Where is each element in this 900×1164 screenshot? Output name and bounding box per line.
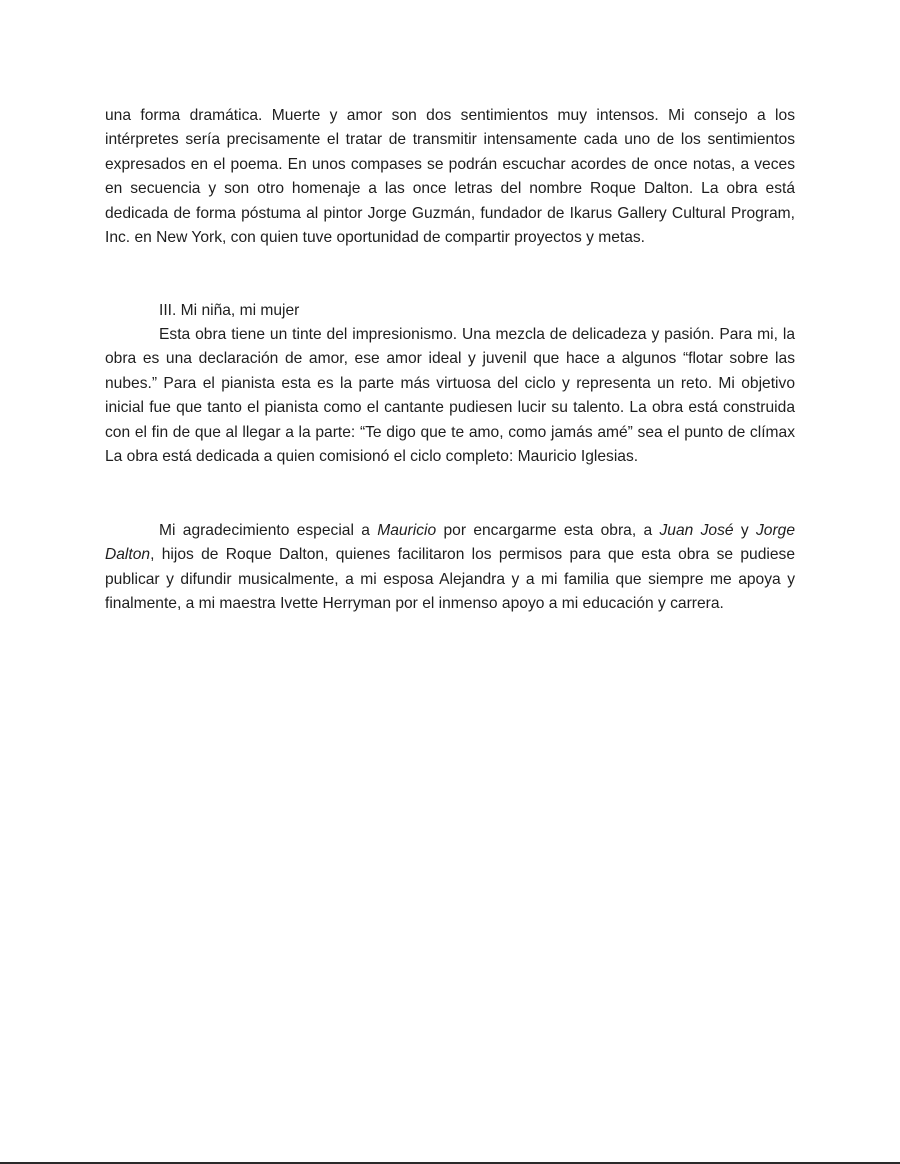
paragraph-3-text: y xyxy=(733,522,756,539)
paragraph-3 xyxy=(105,519,795,617)
paragraph-1: una forma dramática. Muerte y amor son dos sentimientos muy intensos. Mi consejo a los intérpretes sería precisamente el tratar de transmitir intensamente cada uno de los sentimientos expresados en el poema. En unos compases se podrán escuchar acordes de once notas, a veces en secuencia y son otro homenaje a las once letras del nombre Roque Dalton. La obra está dedicada de forma póstuma al pintor Jorge Guzmán, fundador de Ikarus Gallery Cultural Program, Inc. en New York, con quien tuve oportunidad de compartir proyectos y metas. xyxy=(105,107,795,247)
name-jorge-dalton: Jorge Dalton xyxy=(105,522,796,564)
paragraph-3-text: Mi agradecimiento especial a xyxy=(159,522,378,539)
name-mauricio: Mauricio xyxy=(377,522,437,539)
section-heading: III. Mi niña, mi mujer xyxy=(159,302,300,319)
paragraph-3-text: por encargarme esta obra, a xyxy=(436,522,660,539)
paragraph-2: Esta obra tiene un tinte del impresionismo. Una mezcla de delicadeza y pasión. Para mi, la obra es una declaración de amor, ese amor ideal y juvenil que hace a algunos “flotar sobre las nubes.” Para el pianista esta es la parte más virtuosa del ciclo y representa un reto. Mi objetivo inicial fue que tanto el pianista como el cantante pudiesen lucir su talento. La obra está construida con el fin de que al llegar a la parte: “Te digo que te amo, como jamás amé” sea el punto de clímax La obra está dedicada a quien comisionó el ciclo completo: Mauricio Iglesias. xyxy=(105,326,795,466)
name-juan-jose: Juan José xyxy=(659,522,734,539)
paragraph-3-text: , hijos de Roque Dalton, quienes facilitaron los permisos para que esta obra se pudiese publicar y difundir musicalmente, a mi esposa Alejandra y a mi familia que siempre me apoya y finalmente, a mi maestra Ivette Herryman por el inmenso apoyo a mi educación y carrera. xyxy=(105,546,795,613)
